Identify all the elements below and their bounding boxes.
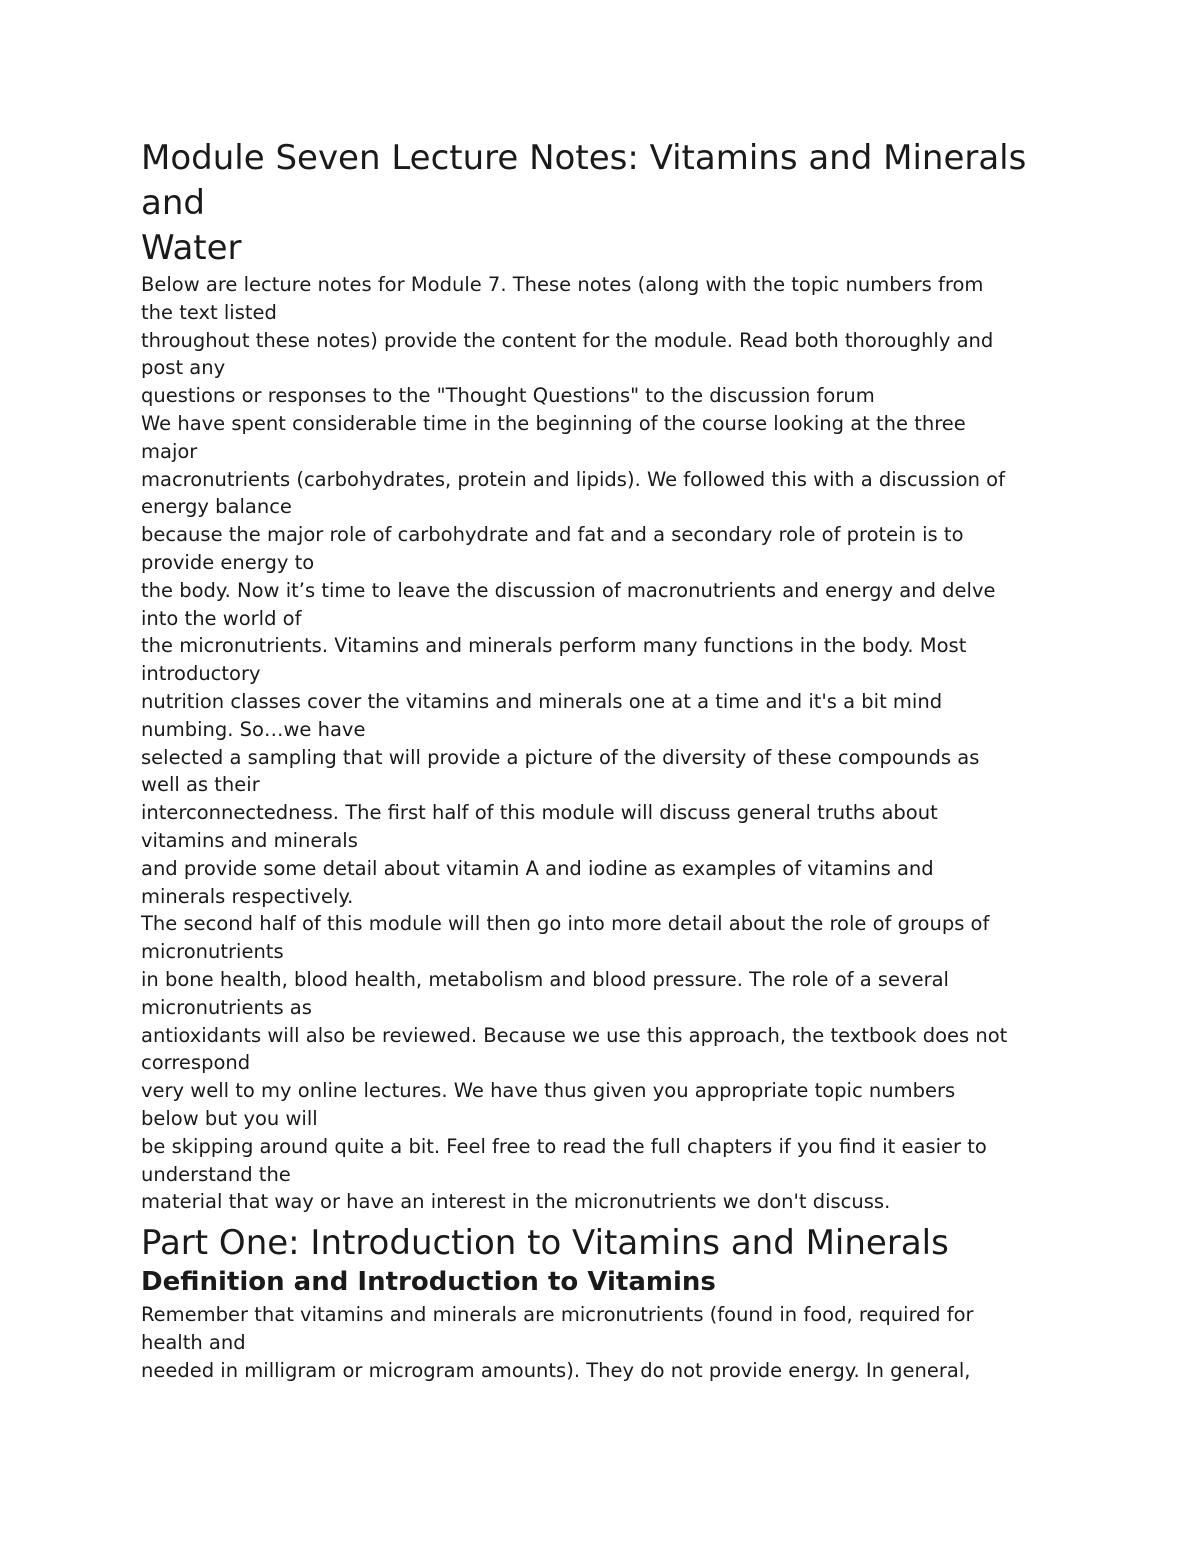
text-line: well as their [141, 773, 260, 797]
text-line: micronutrients [141, 940, 284, 964]
text-line: vitamins and minerals [141, 828, 358, 852]
text-line: minerals respectively. [141, 884, 354, 908]
text-line: major [141, 439, 198, 463]
text-line: micronutrients as [141, 995, 312, 1019]
section-paragraph [141, 1301, 1071, 1384]
text-line: post any [141, 356, 226, 380]
text-line: needed in milligram or microgram amounts). They do not provide energy. In general, [141, 1358, 971, 1382]
text-line: into the world of [141, 606, 302, 630]
document-page [141, 136, 1071, 1384]
text-line: the micronutrients. Vitamins and minerals perform many functions in the body. Most [141, 634, 967, 658]
text-line: antioxidants will also be reviewed. Because we use this approach, the textbook does not [141, 1023, 1008, 1047]
text-line: throughout these notes) provide the content for the module. Read both thoroughly and [141, 328, 994, 352]
text-line: Below are lecture notes for Module 7. These notes (along with the topic numbers from [141, 273, 984, 296]
part-heading: Part One: Introduction to Vitamins and Minerals [141, 1223, 949, 1264]
text-line: material that way or have an interest in the micronutrients we don't discuss. [141, 1190, 891, 1214]
text-line: selected a sampling that will provide a picture of the diversity of these compounds as [141, 745, 980, 769]
text-line: numbing. So…we have [141, 717, 366, 741]
text-line: and provide some detail about vitamin A and iodine as examples of vitamins and [141, 856, 934, 880]
text-line: macronutrients (carbohydrates, protein and lipids). We followed this with a discussion of [141, 467, 1005, 491]
text-line: because the major role of carbohydrate and fat and a secondary role of protein is to [141, 523, 964, 547]
title-line: Module Seven Lecture Notes: Vitamins and Minerals [141, 138, 1027, 178]
text-line: The second half of this module will then go into more detail about the role of groups of [141, 912, 990, 936]
text-line: nutrition classes cover the vitamins and minerals one at a time and it's a bit mind [141, 689, 943, 713]
intro-paragraph [141, 271, 1071, 1216]
text-line: We have spent considerable time in the beginning of the course looking at the three [141, 411, 966, 435]
document-title [141, 136, 1071, 271]
title-line: and [141, 183, 205, 223]
text-line: questions or responses to the "Thought Questions" to the discussion forum [141, 384, 875, 408]
text-line: health and [141, 1330, 246, 1354]
text-line: energy balance [141, 495, 292, 519]
text-line: in bone health, blood health, metabolism and blood pressure. The role of a several [141, 967, 949, 991]
text-line: the body. Now it’s time to leave the discussion of macronutrients and energy and delve [141, 578, 996, 602]
title-line: Water [141, 228, 242, 268]
text-line: very well to my online lectures. We have thus given you appropriate topic numbers [141, 1079, 956, 1103]
text-line: Remember that vitamins and minerals are micronutrients (found in food, required for [141, 1303, 974, 1327]
section-heading: Definition and Introduction to Vitamins [141, 1267, 716, 1298]
text-line: the text listed [141, 300, 277, 324]
text-line: introductory [141, 662, 261, 686]
text-line: correspond [141, 1051, 251, 1075]
text-line: below but you will [141, 1106, 318, 1130]
text-line: interconnectedness. The first half of this module will discuss general truths about [141, 801, 938, 825]
text-line: be skipping around quite a bit. Feel free to read the full chapters if you find it easier to [141, 1134, 987, 1158]
text-line: provide energy to [141, 550, 315, 574]
text-line: understand the [141, 1162, 291, 1186]
